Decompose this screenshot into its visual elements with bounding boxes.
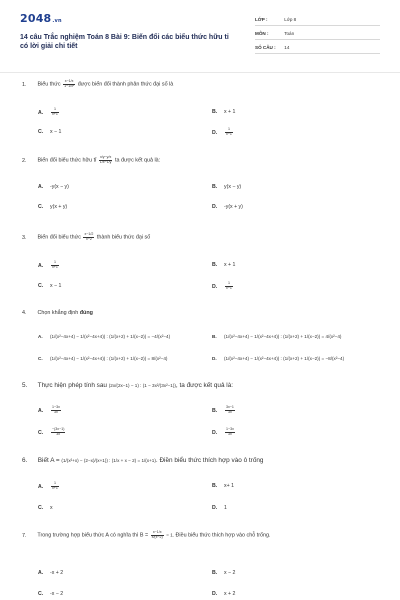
meta-count-label: SỐ CÂU : (255, 45, 276, 50)
question-text: Biến đổi biểu thức (37, 234, 81, 241)
option-4d[interactable]: D. (1/(x²−4x+4) − 1/(x²−4x+4)) : (1/(x+2) + 1/(x−2)) = −8/(x²−4) (212, 356, 345, 361)
question-number: 5. (22, 382, 28, 389)
option-1c[interactable]: C. x − 1 (38, 129, 62, 135)
question-expression: (1/(x²+x) − (2−x)/(x+1)) : (1/x + x − 2) = 1/(x+1) (61, 458, 156, 463)
question-6 (22, 457, 263, 465)
question-text: Chọn khẳng định (37, 310, 79, 316)
question-number: 3. (22, 234, 27, 241)
question-text: Biến đổi biểu thức hữu tỉ (37, 157, 97, 164)
question-fraction: $\frac{x-1/x}{\text{1−1/x²}}$ (64, 79, 75, 88)
option-6c[interactable]: C. x (38, 505, 53, 511)
question-fraction: $\frac{x-1/x}{x/(x-2)}$ (151, 530, 163, 539)
question-expression: = 1. (166, 532, 175, 538)
option-6b[interactable]: B. x+ 1 (212, 483, 234, 489)
option-5c[interactable]: C. $\frac{-(3x-1)}{3x}$ (38, 427, 65, 436)
option-2d[interactable]: D. -y(x + y) (212, 204, 243, 210)
option-4c[interactable]: C. (1/(x²−4x+4) − 1/(x²−4x+4)) : (1/(x+2) + 1/(x−2)) = 8/(x²−4) (38, 356, 168, 361)
question-number: 2. (22, 157, 27, 164)
question-text: Thực hiện phép tính sau (37, 382, 107, 389)
question-expression: (2x/(2x−1) − 1) : (1 − 3x²/(3x²−1)) (108, 383, 176, 388)
option-7c[interactable]: C. -x − 2 (38, 591, 64, 597)
meta-count-value: 14 (284, 45, 290, 50)
question-text: Trong trường hợp biểu thức A có nghĩa thì B = (37, 532, 149, 539)
question-2 (22, 156, 160, 165)
question-number: 1. (22, 81, 27, 88)
option-5b[interactable]: B. $\frac{3x-1}{3x}$ (212, 405, 234, 414)
option-7d[interactable]: D. x + 2 (212, 591, 236, 597)
question-text-tail: , ta được kết quả là: (175, 382, 234, 389)
question-text: Biểu thức (37, 81, 61, 88)
meta-count (255, 42, 380, 54)
meta-subject-label: MÔN : (255, 31, 269, 36)
option-2c[interactable]: C. y(x + y) (38, 204, 68, 210)
option-1a[interactable]: A. $\frac{1}{x+1}$ (38, 107, 58, 116)
question-number: 6. (22, 457, 28, 464)
header-divider (0, 72, 400, 73)
option-1b[interactable]: B. x + 1 (212, 109, 236, 115)
question-7 (22, 531, 372, 540)
brand-name: 2048 (20, 12, 52, 25)
option-5a[interactable]: A. $\frac{1-3x}{3x}$ (38, 405, 60, 414)
brand-logo[interactable] (20, 12, 62, 25)
option-7a[interactable]: A. -x + 2 (38, 570, 64, 576)
brand-suffix: .vn (52, 18, 62, 24)
question-text-tail: thành biểu thức đại số (96, 234, 151, 241)
meta-subject-value: Toán (284, 31, 295, 36)
option-6a[interactable]: A. $\frac{1}{x+1}$ (38, 481, 58, 490)
option-1d[interactable]: D. $\frac{1}{x-1}$ (212, 127, 232, 136)
option-4a[interactable]: A. (1/(x²−4x+4) − 1/(x²−4x+4)) : (1/(x+2) + 1/(x−2)) = −4/(x²−4) (38, 334, 171, 339)
option-3b[interactable]: B. x + 1 (212, 262, 236, 268)
option-6d[interactable]: D. 1 (212, 505, 227, 511)
option-3c[interactable]: C. x − 1 (38, 283, 62, 289)
question-3 (22, 233, 150, 242)
option-3d[interactable]: D. $\frac{1}{x-1}$ (212, 281, 232, 290)
option-5d[interactable]: D. $\frac{1-3x}{3x}$ (212, 427, 234, 436)
option-4b[interactable]: B. (1/(x²−4x+4) − 1/(x²−4x+4)) : (1/(x+2) + 1/(x−2)) = 4/(x²−4) (212, 334, 342, 339)
question-number: 7. (22, 532, 27, 539)
question-text-tail: được biến đổi thành phân thức đại số là (77, 81, 174, 88)
meta-class-value: Lớp 8 (284, 17, 297, 22)
question-fraction: $\frac{x/y-y/x}{1/x-1/y}$ (99, 155, 112, 164)
option-2a[interactable]: A. -y(x − y) (38, 184, 69, 190)
option-7b[interactable]: B. x − 2 (212, 570, 236, 576)
question-text-tail: Điều biểu thức thích hợp vào chỗ trống. (175, 532, 271, 539)
meta-subject (255, 28, 380, 40)
option-2b[interactable]: B. y(x − y) (212, 184, 242, 190)
question-5 (22, 382, 233, 390)
question-text: Biết A = (37, 457, 60, 464)
question-1 (22, 80, 173, 89)
question-4 (22, 309, 93, 317)
question-fraction: $\frac{x-1/2}{x-2}$ (84, 232, 94, 241)
question-text-tail: . Điền biểu thức thích hợp vào ô trống (155, 457, 264, 464)
meta-class (255, 14, 380, 26)
question-emphasis: đúng (79, 310, 93, 316)
meta-class-label: LỚP : (255, 17, 268, 22)
option-3a[interactable]: A. $\frac{1}{x+1}$ (38, 260, 58, 269)
question-number: 4. (22, 310, 27, 316)
page-title: 14 câu Trắc nghiệm Toán 8 Bài 9: Biến đổi các biểu thức hữu tỉ có lời giải chi tiết (20, 34, 229, 50)
question-text-tail: ta được kết quả là: (114, 157, 161, 164)
